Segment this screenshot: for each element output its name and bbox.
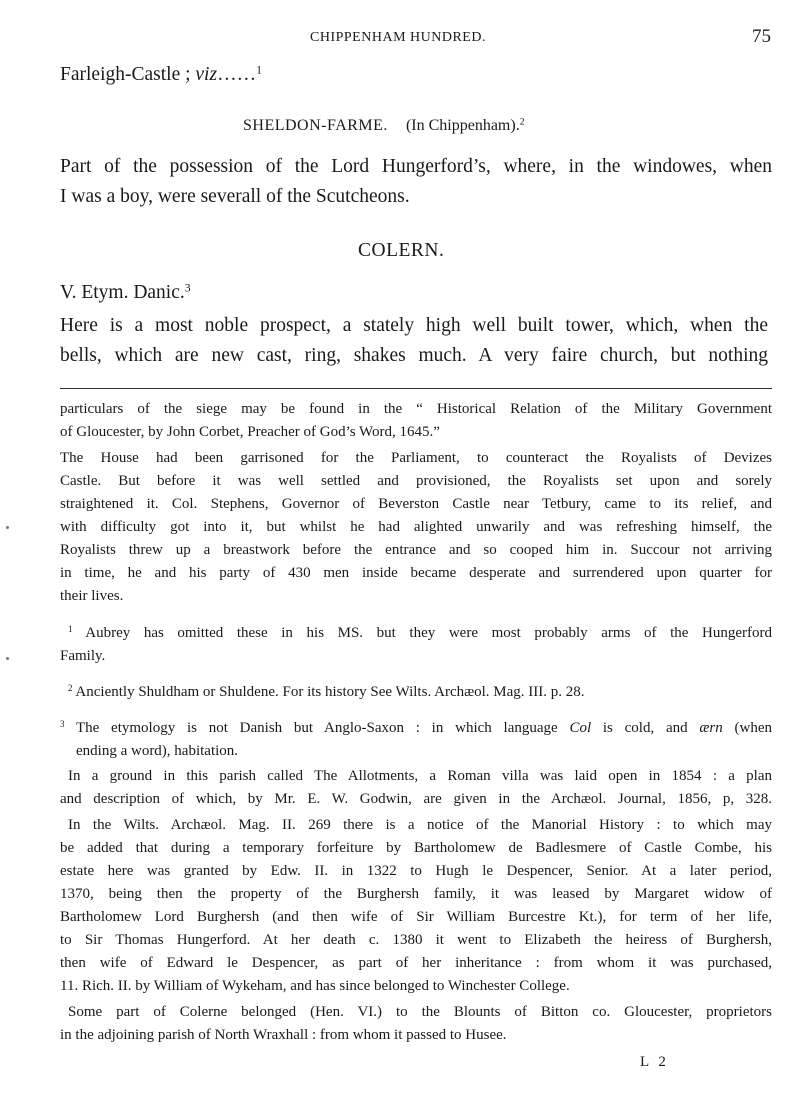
signature-mark: L 2: [640, 1054, 669, 1070]
footnote-2-marker: 2: [68, 683, 73, 694]
footnote-3-aern: ærn: [699, 720, 723, 736]
sheldon-line: Part of the possession of the Lord Hungerford’s, where, in the windowes, when: [60, 156, 772, 177]
colern-heading: COLERN.: [358, 240, 445, 261]
etym-line: [60, 282, 191, 304]
footnote-3: [60, 720, 772, 737]
sheldon-heading: SHELDON-FARME.: [243, 117, 388, 134]
farleigh-line: [60, 64, 262, 86]
scan-speck: [6, 526, 9, 529]
siege-line: of Gloucester, by John Corbet, Preacher of God’s Word, 1645.”: [60, 424, 440, 440]
house-line: Castle. But before it was well settled and provisioned, the Royalists set upon and sorely: [60, 473, 772, 489]
house-line: with difficulty got into it, but whilst he had alighted unwarily and was refreshing himself, the: [60, 519, 772, 535]
footnote-ref-3: 3: [184, 281, 191, 295]
prospect-paragraph: [60, 311, 768, 371]
house-line: Royalists threw up a breastwork before the entrance and so cooped him in. Succour not arriving: [60, 542, 772, 558]
farleigh-text: Farleigh-Castle ;: [60, 64, 196, 85]
footnote-ref-1: 1: [256, 63, 262, 77]
sheldon-line: I was a boy, were severall of the Scutcheons.: [60, 186, 410, 207]
page-number: 75: [752, 26, 771, 47]
footnote-1-line: Aubrey has omitted these in his MS. but they were most probably arms of the Hungerford: [72, 625, 772, 641]
footnote-3-marker: 3: [60, 719, 65, 730]
footnote-1-marker: 1: [68, 624, 73, 635]
allotments-line: and description of which, by Mr. E. W. Godwin, are given in the Archæol. Journal, 1856, p, 328.: [60, 791, 772, 807]
sheldon-heading-line: [243, 117, 524, 135]
footnote-rule: [60, 388, 772, 389]
scan-speck: [6, 657, 9, 660]
farleigh-dots: ……: [217, 64, 257, 85]
wilts-line: be added that during a temporary forfeiture by Bartholomew de Badlesmere of Castle Combe, his: [60, 840, 772, 856]
wilts-line: estate here was granted by Edw. II. in 1322 to Hugh le Despencer, Senior. At a later period,: [60, 863, 772, 879]
house-line: The House had been garrisoned for the Parliament, to counteract the Royalists of Devizes: [60, 450, 772, 466]
wilts-line: 11. Rich. II. by William of Wykeham, and has since belonged to Winchester College.: [60, 978, 570, 994]
colerne-line: Some part of Colerne belonged (Hen. VI.) to the Blounts of Bitton co. Gloucester, proprietors: [68, 1004, 772, 1020]
colerne-line: in the adjoining parish of North Wraxhall : from whom it passed to Husee.: [60, 1027, 507, 1043]
footnote-2: [68, 684, 585, 701]
footnote-2-text: Anciently Shuldham or Shuldene. For its history See Wilts. Archæol. Mag. III. p. 28.: [72, 684, 585, 700]
siege-line: particulars of the siege may be found in the “ Historical Relation of the Military Government: [60, 401, 772, 417]
footnote-ref-2: 2: [519, 116, 525, 128]
farleigh-viz: viz: [195, 64, 218, 85]
allotments-line: In a ground in this parish called The Allotments, a Roman villa was laid open in 1854 : a plan: [68, 768, 772, 784]
prospect-line: Here is a most noble prospect, a stately high well built tower, which, when the: [60, 315, 768, 336]
wilts-line: then wife of Edward le Despencer, as part of her inheritance : from whom it was purchased,: [60, 955, 772, 971]
house-line: their lives.: [60, 588, 124, 604]
wilts-line: to Sir Thomas Hungerford. At her death c. 1380 it went to Elizabeth the heiress of Burghersh,: [60, 932, 772, 948]
footnote-3-text: (when: [722, 720, 772, 736]
wilts-line: 1370, being then the property of the Burghersh family, it was leased by Margaret widow of: [60, 886, 772, 902]
running-head: CHIPPENHAM HUNDRED.: [310, 30, 486, 45]
wilts-line: Bartholomew Lord Burghersh (and then wife of Sir William Burcestre Kt.), for term of her life,: [60, 909, 772, 925]
footnote-1: [68, 625, 772, 642]
house-line: in time, he and his party of 430 men inside became desperate and surrendered upon quarter for: [60, 565, 772, 581]
sheldon-paragraph: [60, 152, 772, 212]
footnote-3-text: is cold, and: [591, 720, 700, 736]
wilts-line: In the Wilts. Archæol. Mag. II. 269 there is a notice of the Manorial History : to which may: [68, 817, 772, 833]
prospect-line: bells, which are new cast, ring, shakes much. A very faire church, but nothing: [60, 345, 768, 366]
footnote-3-text: The etymology is not Danish but Anglo-Saxon : in which language: [64, 720, 570, 736]
house-line: straightened it. Col. Stephens, Governor of Beverston Castle near Tetbury, came to its relief, and: [60, 496, 772, 512]
footnote-3-col: Col: [569, 720, 592, 736]
etym-text: V. Etym. Danic.: [60, 282, 185, 303]
footnote-3-line: ending a word), habitation.: [76, 743, 239, 759]
sheldon-subheading: (In Chippenham).: [405, 117, 520, 134]
footnote-1-line: Family.: [60, 648, 106, 664]
